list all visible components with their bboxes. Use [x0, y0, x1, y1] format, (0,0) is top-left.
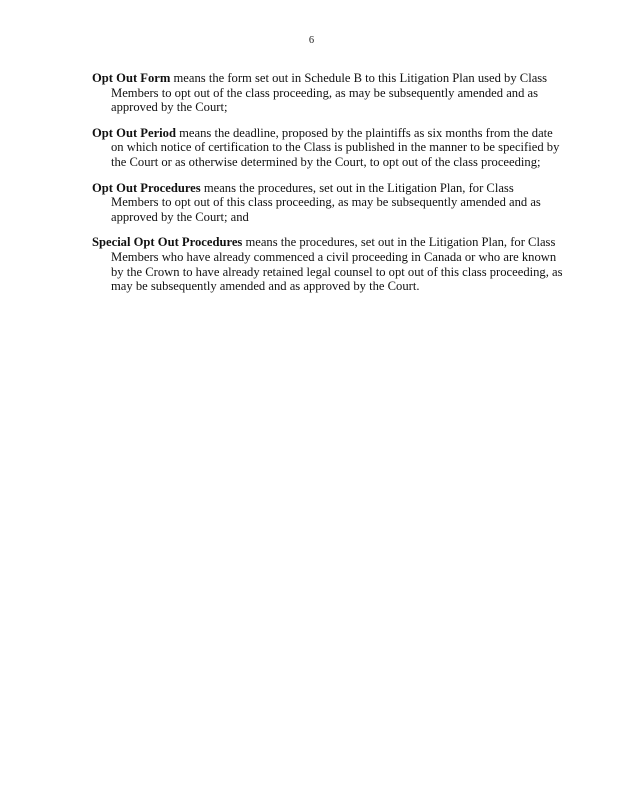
definition-text: means the deadline, proposed by the plaintiffs as six months from the date [175, 125, 553, 140]
definitions-list [92, 71, 562, 305]
definition-first-line [92, 235, 562, 250]
definition-first-line [92, 126, 562, 141]
definition-text: means the procedures, set out in the Litigation Plan, for Class [242, 235, 556, 250]
definition-text: on which notice of certification to the Class is published in the manner to be specified by [111, 140, 560, 155]
defined-term: Opt Out Period [92, 125, 176, 140]
definition-first-line [92, 71, 562, 86]
defined-term: Special Opt Out Procedures [92, 235, 243, 250]
definition-text: Members who have already commenced a civil proceeding in Canada or who are known [111, 249, 557, 264]
defined-term: Opt Out Form [92, 71, 171, 85]
defined-term: Opt Out Procedures [92, 180, 201, 195]
definition-special-opt-out-procedures [92, 235, 562, 293]
definition-text: means the form set out in Schedule B to this Litigation Plan used by Class [170, 71, 548, 85]
definition-text: Members to opt out of this class proceeding, as may be subsequently amended and as [111, 195, 541, 210]
page-number: 6 [308, 35, 315, 46]
definition-text: by the Crown to have already retained legal counsel to opt out of this class proceeding, as [111, 264, 563, 279]
definition-first-line [92, 181, 562, 196]
definition-text: means the procedures, set out in the Litigation Plan, for Class [200, 180, 514, 195]
definition-text: approved by the Court; and [111, 209, 249, 224]
definition-text: Members to opt out of the class proceeding, as may be subsequently amended and as [111, 85, 539, 100]
definition-opt-out-period [92, 126, 562, 170]
definition-opt-out-form [92, 71, 562, 115]
definition-text: the Court or as otherwise determined by the Court, to opt out of the class proceeding; [111, 154, 541, 169]
definition-text: may be subsequently amended and as approved by the Court. [111, 279, 420, 294]
definition-opt-out-procedures [92, 181, 562, 225]
definition-text: approved by the Court; [111, 100, 228, 115]
